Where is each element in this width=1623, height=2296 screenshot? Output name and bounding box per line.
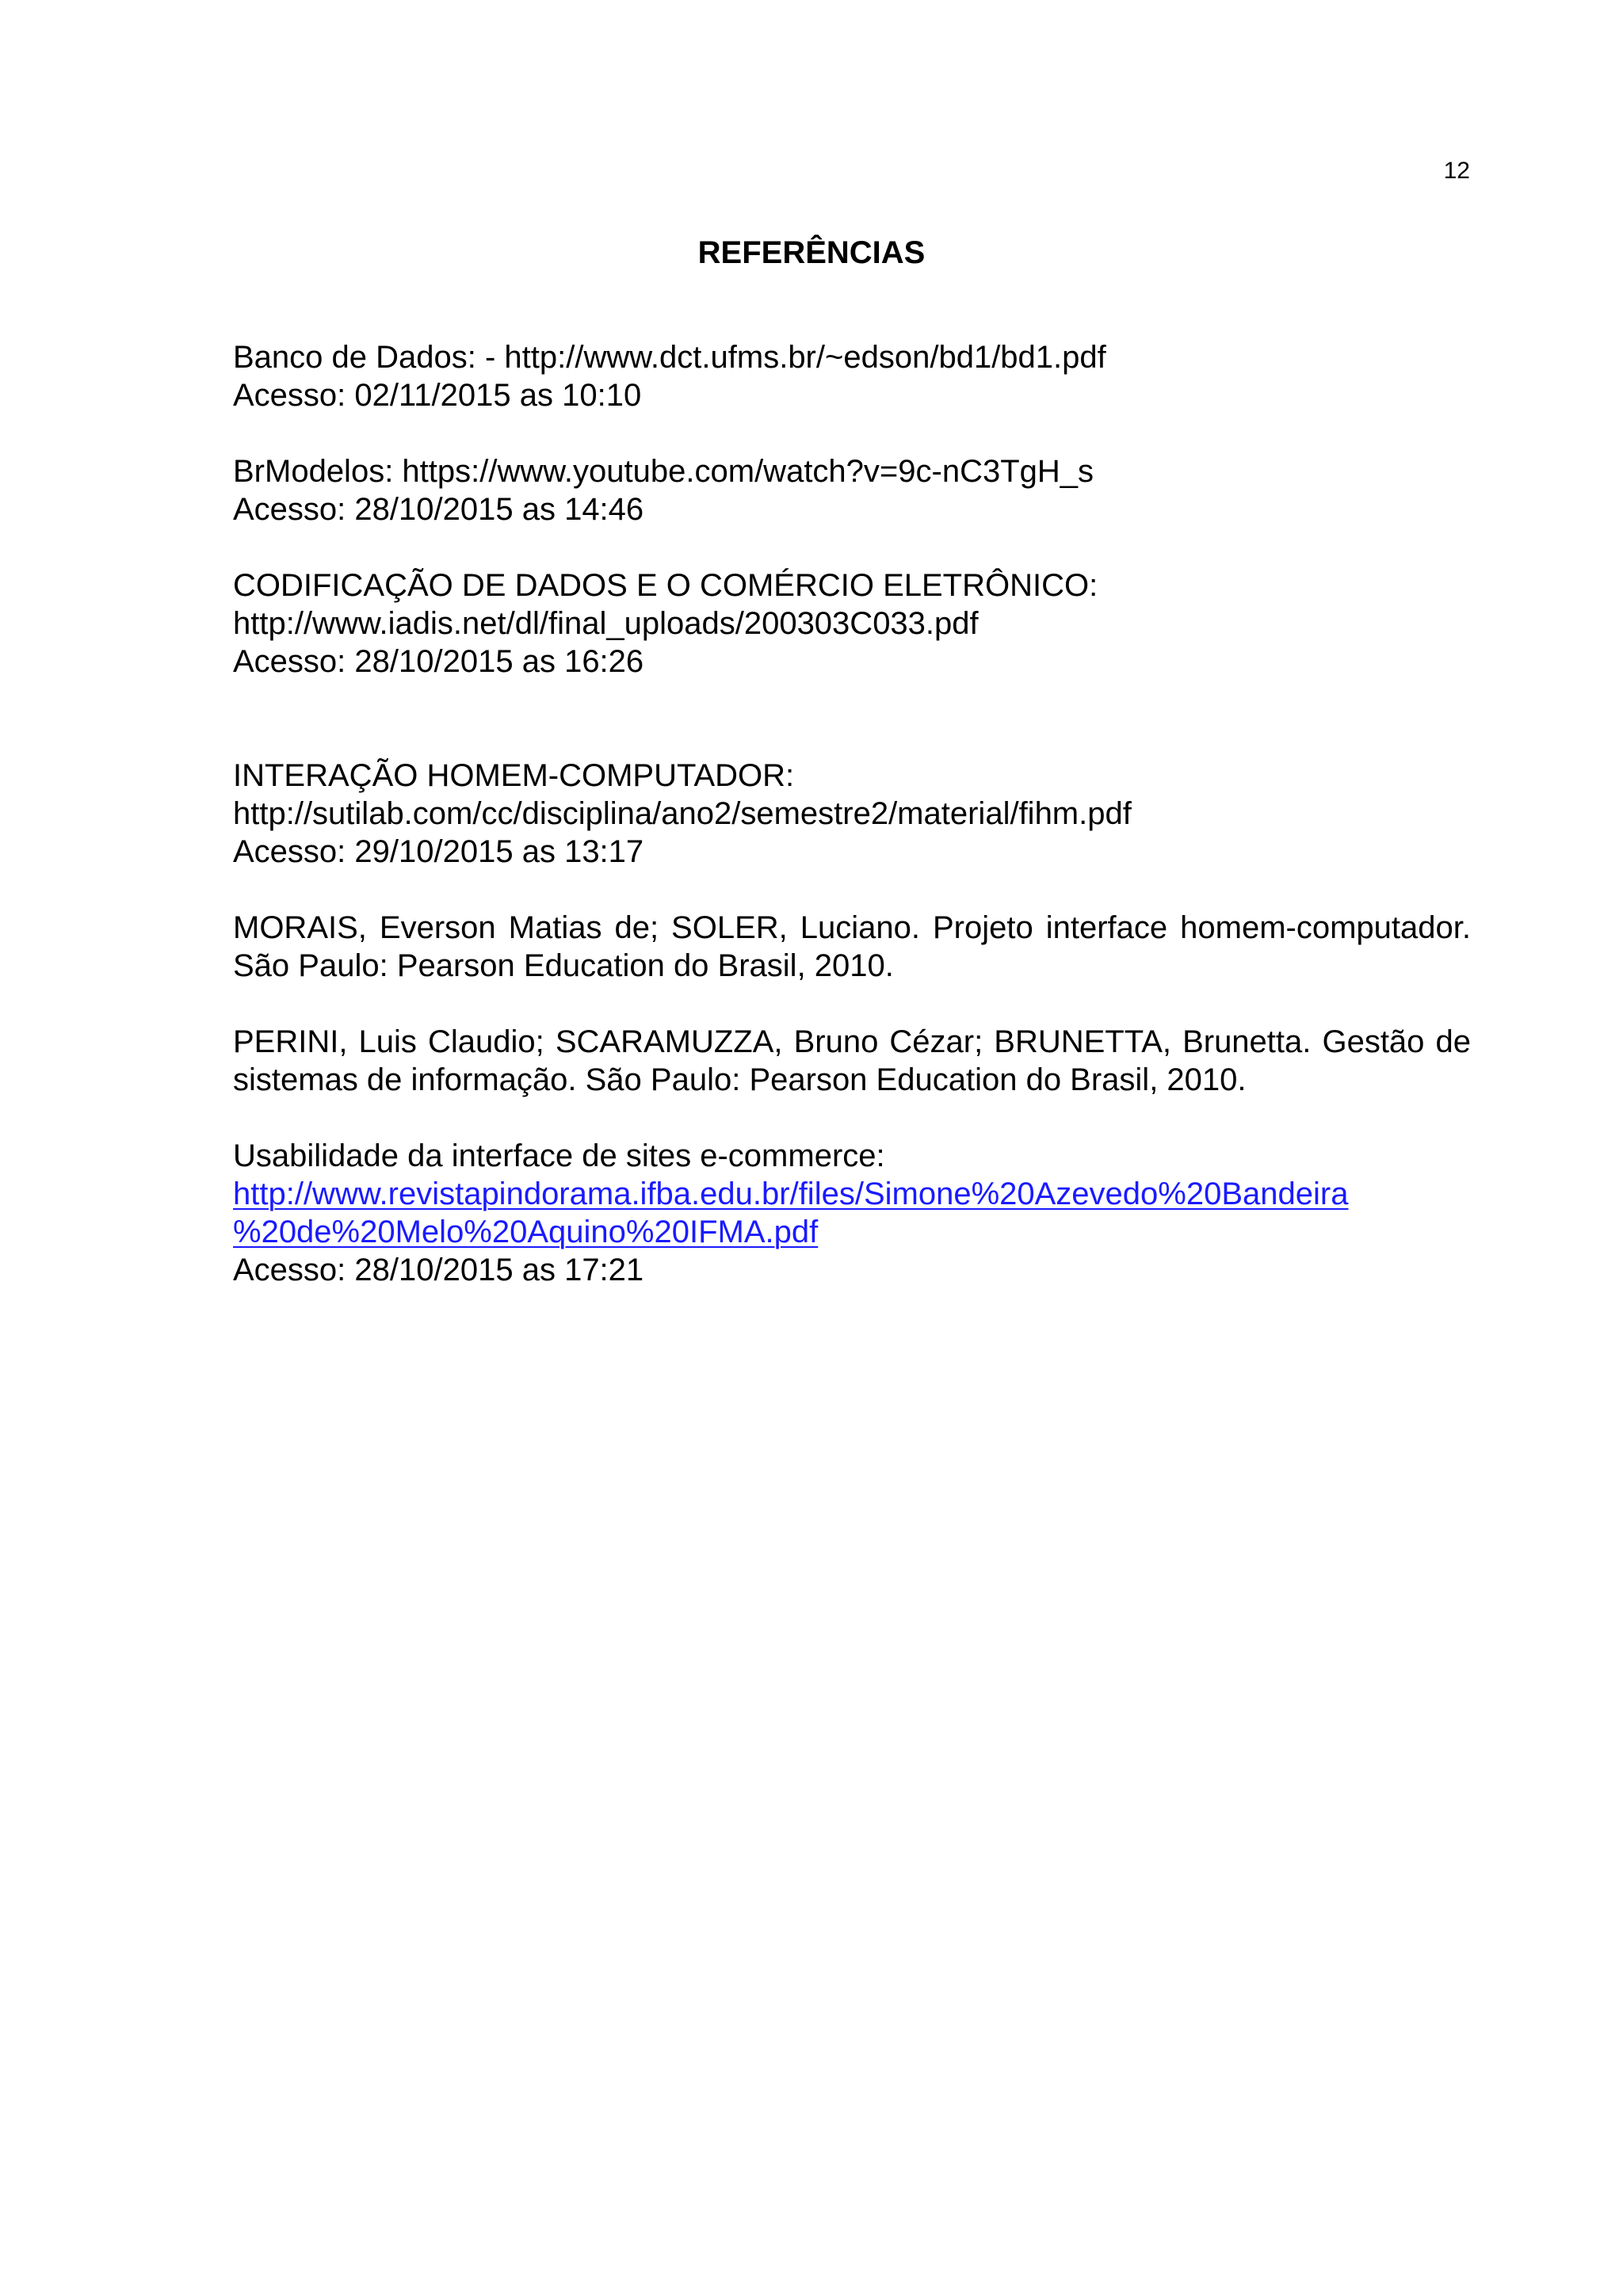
reference-perini: PERINI, Luis Claudio; SCARAMUZZA, Bruno Cézar; BRUNETTA, Brunetta. Gestão de sistemas de informação. São Paulo: Pearson Education do Brasil, 2010. [233,1024,1471,1097]
reference-brmodelos [233,452,1471,528]
reference-codificacao [233,566,1471,681]
access-date: Acesso: 28/10/2015 as 16:26 [233,644,644,679]
reference-url: http://sutilab.com/cc/disciplina/ano2/semestre2/material/fihm.pdf [233,796,1132,831]
reference-text: Banco de Dados: - http://www.dct.ufms.br/~edson/bd1/bd1.pdf [233,340,1106,375]
access-date: Acesso: 28/10/2015 as 17:21 [233,1253,644,1287]
reference-title: INTERAÇÃO HOMEM-COMPUTADOR: [233,758,795,793]
reference-url: http://www.iadis.net/dl/final_uploads/200303C033.pdf [233,606,979,641]
page-title: REFERÊNCIAS [697,235,926,270]
reference-usabilidade [233,1137,1471,1289]
reference-banco-de-dados [233,338,1471,414]
reference-title: CODIFICAÇÃO DE DADOS E O COMÉRCIO ELETRÔNICO: [233,568,1098,603]
reference-interacao [233,757,1471,871]
reference-list [233,338,1471,1289]
reference-link[interactable] [233,1175,1471,1251]
reference-title: Usabilidade da interface de sites e-commerce: [233,1138,885,1173]
reference-morais: MORAIS, Everson Matias de; SOLER, Luciano. Projeto interface homem-computador. São Paulo: Pearson Education do Brasil, 2010. [233,910,1471,983]
access-date: Acesso: 29/10/2015 as 13:17 [233,834,644,869]
reference-link-line-2[interactable]: %20de%20Melo%20Aquino%20IFMA.pdf [233,1215,819,1249]
reference-link-line-1[interactable]: http://www.revistapindorama.ifba.edu.br/files/Simone%20Azevedo%20Bandeira [233,1177,1349,1211]
access-date: Acesso: 02/11/2015 as 10:10 [233,378,642,413]
page-number: 12 [1443,158,1470,184]
access-date: Acesso: 28/10/2015 as 14:46 [233,492,644,527]
reference-text: BrModelos: https://www.youtube.com/watch?v=9c-nC3TgH_s [233,454,1094,489]
